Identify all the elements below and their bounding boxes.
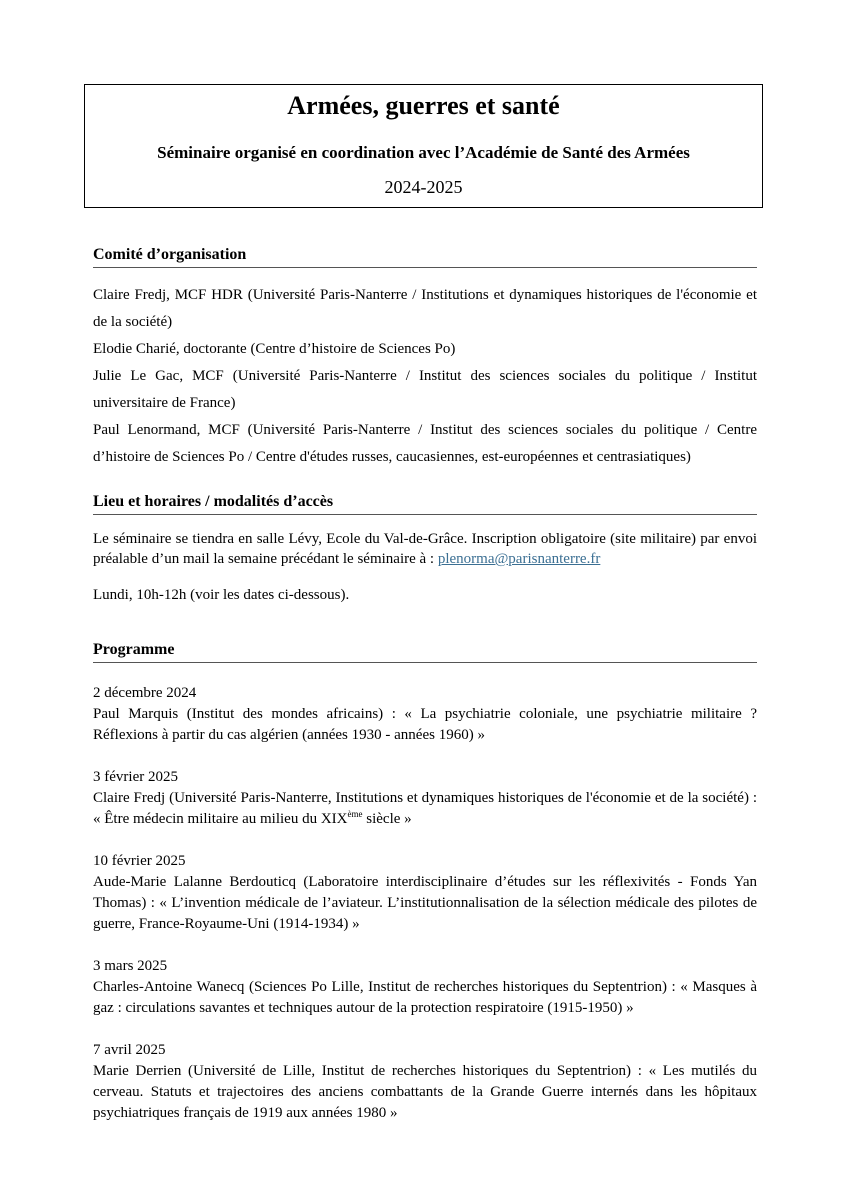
session-date: 7 avril 2025 xyxy=(93,1042,166,1058)
programme-session xyxy=(93,851,757,935)
programme-list xyxy=(93,683,757,1124)
session-description: Marie Derrien (Université de Lille, Institut de recherches historiques du Septentrion) : « Les mutilés du cerveau. Statuts et trajectoires des anciens combattants de la Grande Guerre internés dans les hôpitaux psychiatriques français de 1919 aux années 1980 » xyxy=(93,1063,757,1121)
session-date: 10 février 2025 xyxy=(93,853,186,869)
venue-text xyxy=(93,529,757,569)
committee-heading: Comité d’organisation xyxy=(93,245,757,268)
committee-list xyxy=(93,282,757,471)
session-description: Charles-Antoine Wanecq (Sciences Po Lille, Institut de recherches historiques du Septentrion) : « Masques à gaz : circulations savantes et techniques autour de la protection respiratoire (1915-1950) » xyxy=(93,979,757,1016)
committee-member: Claire Fredj, MCF HDR (Université Paris-Nanterre / Institutions et dynamiques historiques de l'économie et de la société) xyxy=(93,287,757,330)
session-description: Aude-Marie Lalanne Berdouticq (Laboratoire interdisciplinaire d’études sur les réflexivités - Fonds Yan Thomas) : « L’invention médicale de l’aviateur. L’institutionnalisation de la sélection médicale des pilotes de guerre, France-Royaume-Uni (1914-1934) » xyxy=(93,874,757,932)
page-subtitle: Séminaire organisé en coordination avec l’Académie de Santé des Armées xyxy=(157,143,690,162)
session-description: Paul Marquis (Institut des mondes africains) : « La psychiatrie coloniale, une psychiatrie militaire ? Réflexions à partir du cas algérien (années 1930 - années 1960) » xyxy=(93,706,757,743)
contact-email-link[interactable]: plenorma@parisnanterre.fr xyxy=(437,551,601,567)
session-description xyxy=(93,788,757,830)
title-box xyxy=(84,84,763,208)
programme-session xyxy=(93,1040,757,1124)
programme-session xyxy=(93,956,757,1019)
session-date: 3 mars 2025 xyxy=(93,958,168,974)
venue-schedule: Lundi, 10h-12h (voir les dates ci-dessous). xyxy=(93,587,350,603)
venue-block xyxy=(93,529,757,605)
session-superscript: ème xyxy=(347,809,363,819)
venue-description: Le séminaire se tiendra en salle Lévy, Ecole du Val-de-Grâce. Inscription obligatoire (site militaire) par envoi préalable d’un mail la semaine précédant le séminaire à : xyxy=(93,531,757,567)
committee-member: Elodie Charié, doctorante (Centre d’histoire de Sciences Po) xyxy=(93,341,456,357)
page-title: Armées, guerres et santé xyxy=(287,91,560,120)
session-text: Claire Fredj (Université Paris-Nanterre, Institutions et dynamiques historiques de l'économie et de la société) : « Être médecin militaire au milieu du XIX xyxy=(93,790,757,827)
programme-heading: Programme xyxy=(93,640,757,663)
programme-session xyxy=(93,683,757,746)
session-text-end: siècle » xyxy=(362,811,412,827)
academic-year: 2024-2025 xyxy=(384,177,463,197)
committee-member: Paul Lenormand, MCF (Université Paris-Nanterre / Institut des sciences sociales du politique / Centre d’histoire de Sciences Po / Centre d'études russes, caucasiennes, est-européennes et centrasiatiques) xyxy=(93,422,757,465)
programme-session xyxy=(93,767,757,830)
session-date: 2 décembre 2024 xyxy=(93,685,197,701)
venue-heading: Lieu et horaires / modalités d’accès xyxy=(93,492,757,515)
committee-member: Julie Le Gac, MCF (Université Paris-Nanterre / Institut des sciences sociales du politique / Institut universitaire de France) xyxy=(93,368,757,411)
session-date: 3 février 2025 xyxy=(93,769,178,785)
